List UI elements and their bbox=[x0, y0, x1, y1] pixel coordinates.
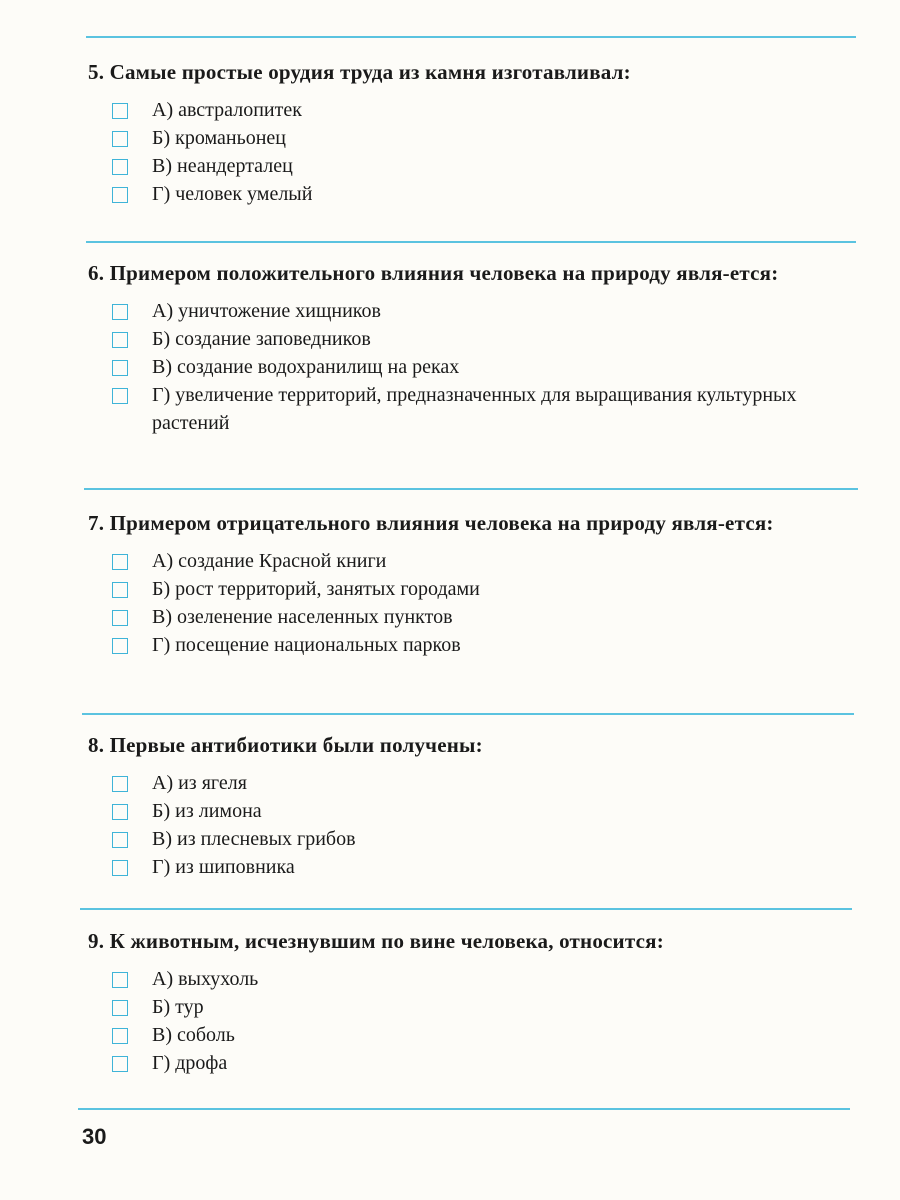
answer-option-a[interactable] bbox=[112, 96, 858, 124]
divider bbox=[84, 488, 858, 490]
question-6 bbox=[88, 259, 858, 437]
checkbox[interactable] bbox=[112, 304, 128, 320]
question-title: 8. Первые антибиотики были получены: bbox=[88, 733, 483, 757]
divider bbox=[80, 908, 852, 910]
option-label: В) неандерталец bbox=[152, 155, 293, 177]
checkbox[interactable] bbox=[112, 832, 128, 848]
option-label: В) создание водохранилищ на реках bbox=[152, 356, 460, 378]
answer-option-b[interactable] bbox=[112, 575, 858, 603]
question-5 bbox=[88, 58, 858, 208]
checkbox[interactable] bbox=[112, 582, 128, 598]
question-8 bbox=[88, 731, 858, 881]
checkbox[interactable] bbox=[112, 554, 128, 570]
option-label: Б) тур bbox=[152, 996, 204, 1018]
checkbox[interactable] bbox=[112, 1056, 128, 1072]
answer-option-g[interactable] bbox=[112, 1049, 858, 1077]
option-label: Г) посещение национальных парков bbox=[152, 634, 461, 656]
answer-option-v[interactable] bbox=[112, 603, 858, 631]
option-label: А) создание Красной книги bbox=[152, 550, 387, 572]
option-label: В) соболь bbox=[152, 1024, 235, 1046]
answer-option-g[interactable] bbox=[112, 381, 858, 437]
checkbox[interactable] bbox=[112, 103, 128, 119]
answer-option-g[interactable] bbox=[112, 853, 858, 881]
checkbox[interactable] bbox=[112, 1000, 128, 1016]
checkbox[interactable] bbox=[112, 1028, 128, 1044]
answer-option-v[interactable] bbox=[112, 353, 858, 381]
answer-option-g[interactable] bbox=[112, 180, 858, 208]
answer-option-v[interactable] bbox=[112, 152, 858, 180]
answer-option-b[interactable] bbox=[112, 993, 858, 1021]
answer-option-a[interactable] bbox=[112, 965, 858, 993]
checkbox[interactable] bbox=[112, 776, 128, 792]
checkbox[interactable] bbox=[112, 159, 128, 175]
divider-bottom bbox=[78, 1108, 850, 1110]
option-label: А) выхухоль bbox=[152, 968, 259, 990]
option-label: Г) дрофа bbox=[152, 1052, 228, 1074]
option-label: А) из ягеля bbox=[152, 772, 247, 794]
answer-option-b[interactable] bbox=[112, 124, 858, 152]
checkbox[interactable] bbox=[112, 332, 128, 348]
question-7 bbox=[88, 509, 858, 659]
checkbox[interactable] bbox=[112, 187, 128, 203]
option-label: Б) кроманьонец bbox=[152, 127, 286, 149]
answer-option-a[interactable] bbox=[112, 547, 858, 575]
option-label: А) уничтожение хищников bbox=[152, 300, 381, 322]
answer-option-v[interactable] bbox=[112, 825, 858, 853]
answer-option-a[interactable] bbox=[112, 297, 858, 325]
answer-option-b[interactable] bbox=[112, 797, 858, 825]
checkbox[interactable] bbox=[112, 638, 128, 654]
question-title: 6. Примером положительного влияния человека на природу явля-ется: bbox=[88, 261, 779, 285]
option-label: В) из плесневых грибов bbox=[152, 828, 356, 850]
checkbox[interactable] bbox=[112, 131, 128, 147]
checkbox[interactable] bbox=[112, 360, 128, 376]
answer-option-v[interactable] bbox=[112, 1021, 858, 1049]
option-label: Б) из лимона bbox=[152, 800, 262, 822]
divider bbox=[86, 241, 856, 243]
checkbox[interactable] bbox=[112, 388, 128, 404]
checkbox[interactable] bbox=[112, 860, 128, 876]
divider bbox=[82, 713, 854, 715]
option-label: Б) создание заповедников bbox=[152, 328, 371, 350]
question-title: 7. Примером отрицательного влияния человека на природу явля-ется: bbox=[88, 511, 774, 535]
checkbox[interactable] bbox=[112, 972, 128, 988]
divider-top bbox=[86, 36, 856, 38]
option-label: В) озеленение населенных пунктов bbox=[152, 606, 453, 628]
option-label: Г) человек умелый bbox=[152, 183, 313, 205]
checkbox[interactable] bbox=[112, 804, 128, 820]
option-label: Г) увеличение территорий, предназначенных для выращивания культурных растений bbox=[152, 384, 797, 434]
page-number: 30 bbox=[82, 1124, 107, 1149]
option-label: Г) из шиповника bbox=[152, 856, 295, 878]
checkbox[interactable] bbox=[112, 610, 128, 626]
answer-option-b[interactable] bbox=[112, 325, 858, 353]
option-label: А) австралопитек bbox=[152, 99, 302, 121]
question-9 bbox=[88, 927, 858, 1077]
option-label: Б) рост территорий, занятых городами bbox=[152, 578, 480, 600]
answer-option-g[interactable] bbox=[112, 631, 858, 659]
question-title: 9. К животным, исчезнувшим по вине человека, относится: bbox=[88, 929, 664, 953]
question-title: 5. Самые простые орудия труда из камня изготавливал: bbox=[88, 60, 631, 84]
answer-option-a[interactable] bbox=[112, 769, 858, 797]
